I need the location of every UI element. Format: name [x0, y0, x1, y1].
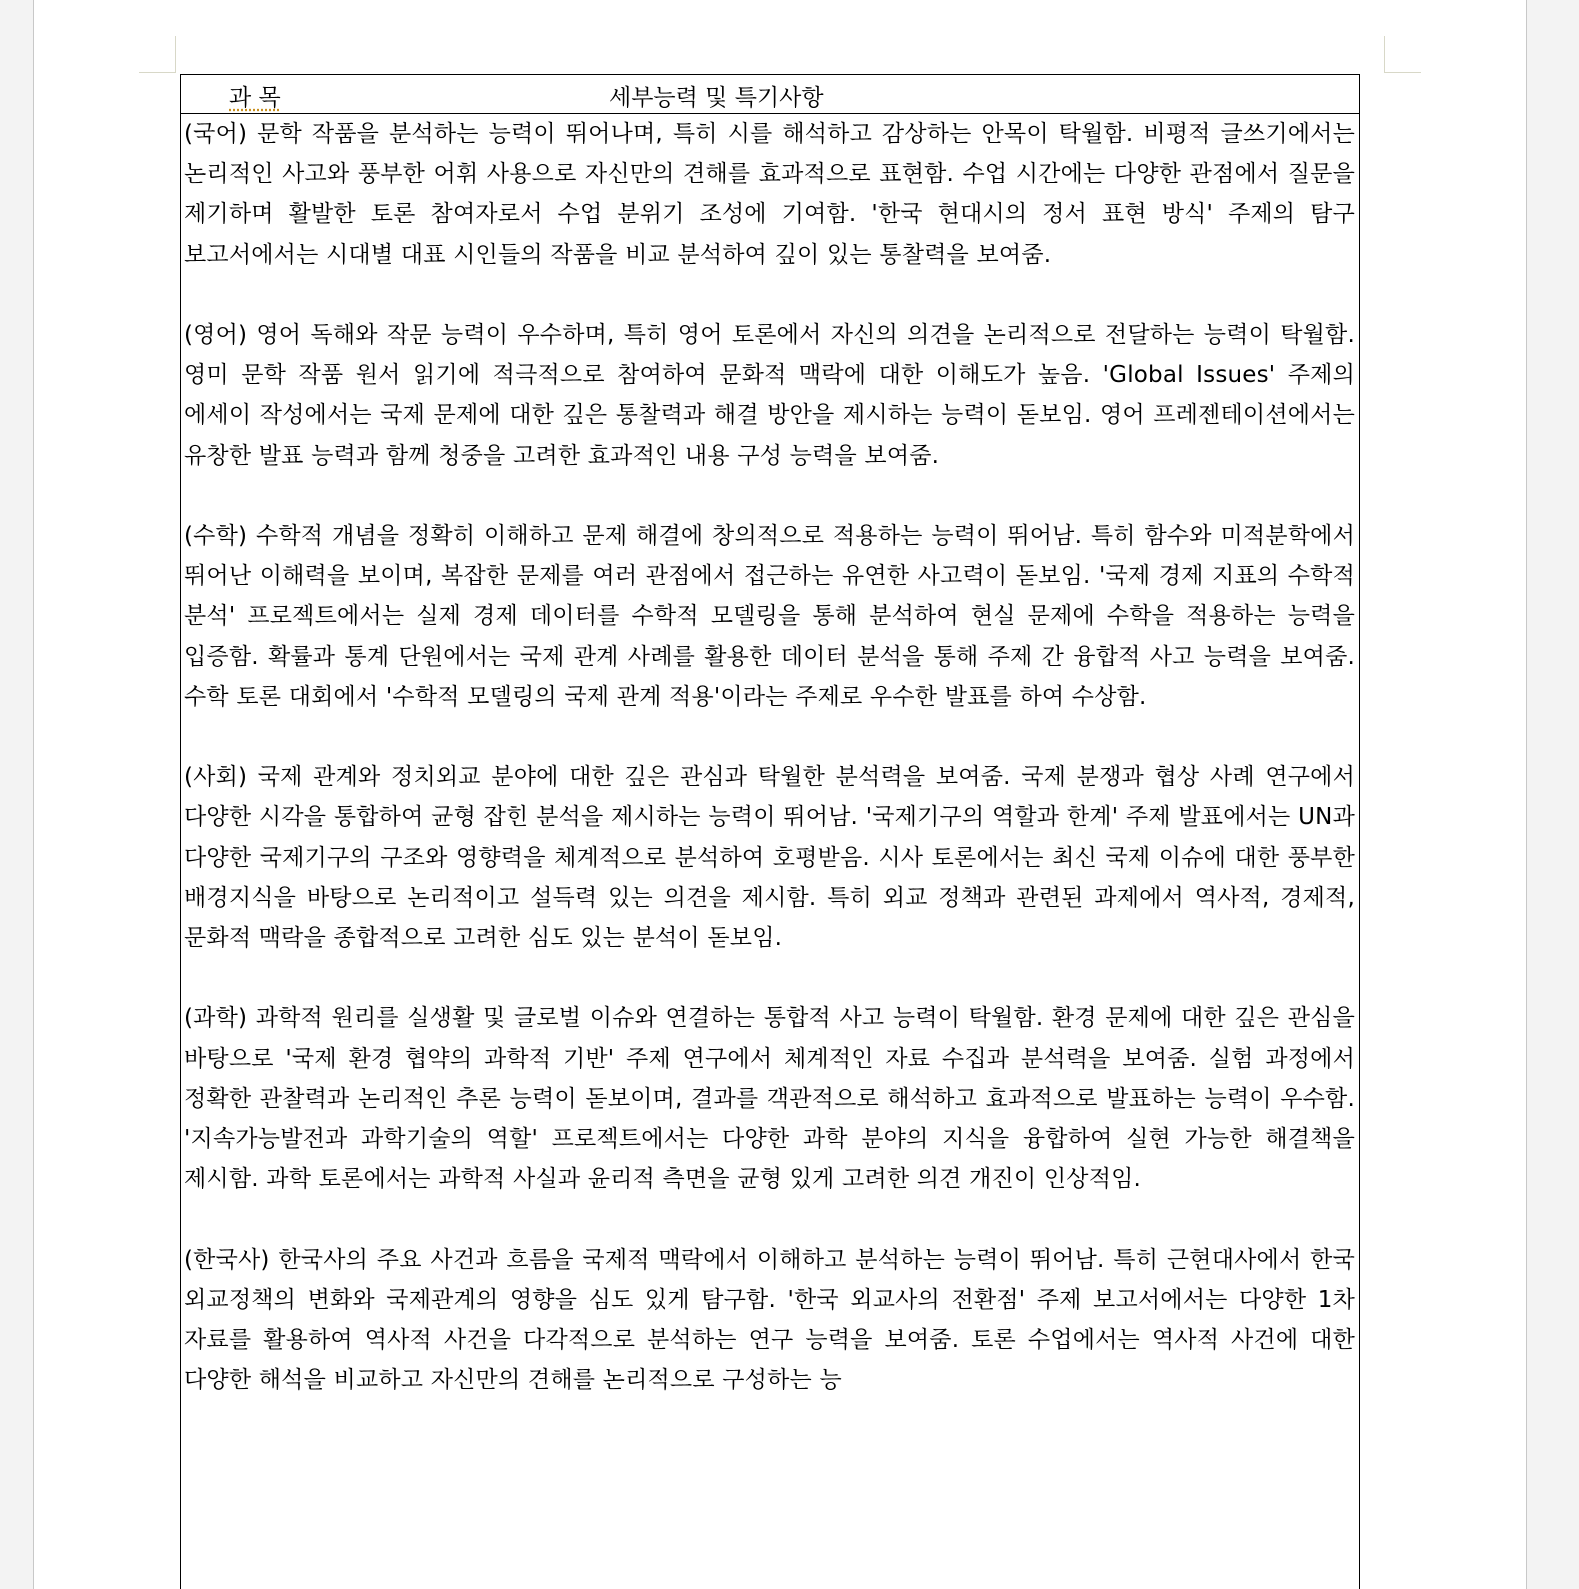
entry-science[interactable]: (과학) 과학적 원리를 실생활 및 글로벌 이슈와 연결하는 통합적 사고 능력이 탁월함. 환경 문제에 대한 깊은 관심을 바탕으로 '국제 환경 협약의 과학적 기반' 주제 연구에서 체계적인 자료 수집과 분석력을 보여줌. 실험 과정에서 정확한 관찰력과 논리적인 추론 능력이 돋보이며, 결과를 객관적으로 해석하고 효과적으로 발표하는 능력이 우수함. '지속가능발전과 과학기술의 역할' 프로젝트에서는 다양한 과학 분야의 지식을 융합하여 실현 가능한 해결책을 제시함. 과학 토론에서는 과학적 사실과 윤리적 측면을 균형 있게 고려한 의견 개진이 인상적임.: [184, 1005, 1355, 1193]
entry-math[interactable]: (수학) 수학적 개념을 정확히 이해하고 문제 해결에 창의적으로 적용하는 능력이 뛰어남. 특히 함수와 미적분학에서 뛰어난 이해력을 보이며, 복잡한 문제를 여러 관점에서 접근하는 유연한 사고력이 돋보임. '국제 경제 지표의 수학적 분석' 프로젝트에서는 실제 경제 데이터를 수학적 모델링을 통해 분석하여 현실 문제에 수학을 적용하는 능력을 입증함. 확률과 통계 단원에서는 국제 관계 사례를 활용한 데이터 분석을 통해 주제 간 융합적 사고 능력을 보여줌. 수학 토론 대회에서 '수학적 모델링의 국제 관계 적용'이라는 주제로 우수한 발표를 하여 수상함.: [184, 523, 1355, 710]
entry-social-studies[interactable]: (사회) 국제 관계와 정치외교 분야에 대한 깊은 관심과 탁월한 분석력을 보여줌. 국제 분쟁과 협상 사례 연구에서 다양한 시각을 통합하여 균형 잡힌 분석을 제시하는 능력이 뛰어남. '국제기구의 역할과 한계' 주제 발표에서는 UN과 다양한 국제기구의 구조와 영향력을 체계적으로 분석하여 호평받음. 시사 토론에서는 최신 국제 이슈에 대한 풍부한 배경지식을 바탕으로 논리적이고 설득력 있는 의견을 제시함. 특히 외교 정책과 관련된 과제에서 역사적, 경제적, 문화적 맥락을 종합적으로 고려한 심도 있는 분석이 돋보임.: [184, 764, 1355, 952]
margin-corner-top-left: [139, 36, 176, 73]
entry-korean[interactable]: (국어) 문학 작품을 분석하는 능력이 뛰어나며, 특히 시를 해석하고 감상하는 안목이 탁월함. 비평적 글쓰기에서는 논리적인 사고와 풍부한 어휘 사용으로 자신만의 견해를 효과적으로 표현함. 수업 시간에는 다양한 관점에서 질문을 제기하며 활발한 토론 참여자로서 수업 분위기 조성에 기여함. '한국 현대시의 정서 표현 방식' 주제의 탐구 보고서에서는 시대별 대표 시인들의 작품을 비교 분석하여 깊이 있는 통찰력을 보여줌.: [184, 121, 1355, 268]
header-subject-label[interactable]: 과 목: [229, 85, 281, 111]
document-page[interactable]: [33, 0, 1527, 1589]
margin-corner-top-right: [1384, 36, 1421, 73]
entry-english[interactable]: (영어) 영어 독해와 작문 능력이 우수하며, 특히 영어 토론에서 자신의 의견을 논리적으로 전달하는 능력이 탁월함. 영미 문학 작품 원서 읽기에 적극적으로 참여하여 문화적 맥락에 대한 이해도가 높음. 'Global Issues' 주제의 에세이 작성에서는 국제 문제에 대한 깊은 통찰력과 해결 방안을 제시하는 능력이 돋보임. 영어 프레젠테이션에서는 유창한 발표 능력과 함께 청중을 고려한 효과적인 내용 구성 능력을 보여줌.: [184, 322, 1355, 469]
table-body-cell[interactable]: [181, 114, 1359, 1400]
entry-korean-history[interactable]: (한국사) 한국사의 주요 사건과 흐름을 국제적 맥락에서 이해하고 분석하는 능력이 뛰어남. 특히 근현대사에서 한국 외교정책의 변화와 국제관계의 영향을 심도 있게 탐구함. '한국 외교사의 전환점' 주제 보고서에서는 다양한 1차 자료를 활용하여 역사적 사건을 다각적으로 분석하는 연구 능력을 보여줌. 토론 수업에서는 역사적 사건에 대한 다양한 해석을 비교하고 자신만의 견해를 논리적으로 구성하는 능: [184, 1246, 1355, 1394]
table-header-row: [181, 75, 1359, 114]
subject-record-table: [180, 74, 1360, 1589]
header-detail-label[interactable]: 세부능력 및 특기사항: [609, 85, 824, 111]
